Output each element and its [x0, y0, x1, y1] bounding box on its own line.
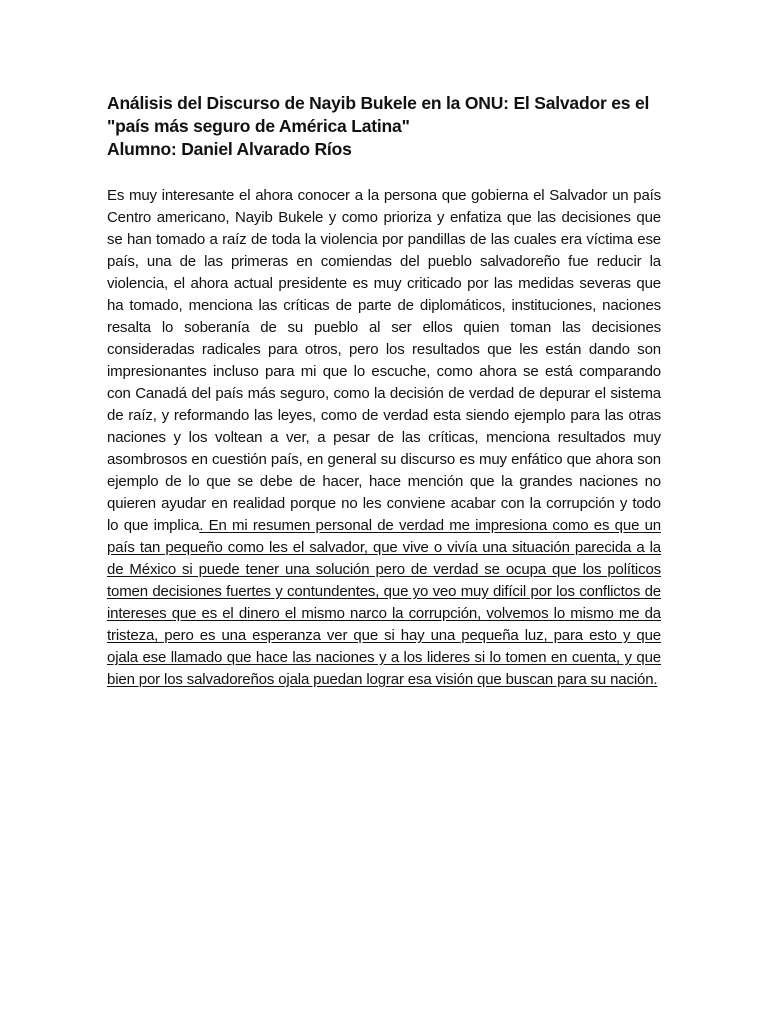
document-page — [107, 92, 661, 691]
document-title — [107, 92, 661, 161]
student-name: Alumno: Daniel Alvarado Ríos — [107, 139, 352, 159]
paragraph-underlined-text: . En mi resumen personal de verdad me impresiona como es que un país tan pequeño como les el salvador, que vive o vivía una situación parecida a la de México si puede tener una solución pero de verdad se ocupa que los políticos tomen decisiones fuertes y contundentes, que yo veo muy difícil por los conflictos de intereses que es el dinero el mismo narco la corrupción, volvemos lo mismo me da tristeza, pero es una esperanza ver que si hay una pequeña luz, para esto y que ojala ese llamado que hace las naciones y a los lideres si lo tomen en cuenta, y que bien por los salvadoreños ojala puedan lograr esa visión que buscan para su nación. — [107, 517, 661, 688]
paragraph-plain-text: Es muy interesante el ahora conocer a la persona que gobierna el Salvador un país Centro americano, Nayib Bukele y como prioriza y enfatiza que las decisiones que se han tomado a raíz de toda la violencia por pandillas de las cuales era víctima ese país, una de las primeras en comiendas del pueblo salvadoreño fue reducir la violencia, el ahora actual presidente es muy criticado por las medidas severas que ha tomado, menciona las críticas de parte de diplomáticos, instituciones, naciones resalta lo soberanía de su pueblo al ser ellos quien toman las decisiones consideradas radicales para otros, pero los resultados que les están dando son impresionantes incluso para mi que lo escuche, como ahora se está comparando con Canadá del país más seguro, como la decisión de verdad de depurar el sistema de raíz, y reformando las leyes, como de verdad esta siendo ejemplo para las otras naciones y los voltean a ver, a pesar de las críticas, menciona resultados muy asombrosos en cuestión país, en general su discurso es muy enfático que ahora son ejemplo de lo que se debe de hacer, hace mención que la grandes naciones no quieren ayudar en realidad porque no les conviene acabar con la corrupción y todo lo que implica — [107, 187, 661, 534]
body-paragraph — [107, 185, 661, 691]
title-line-2: "país más seguro de América Latina" — [107, 116, 410, 136]
title-line-1: Análisis del Discurso de Nayib Bukele en la ONU: El Salvador es el — [107, 93, 650, 113]
